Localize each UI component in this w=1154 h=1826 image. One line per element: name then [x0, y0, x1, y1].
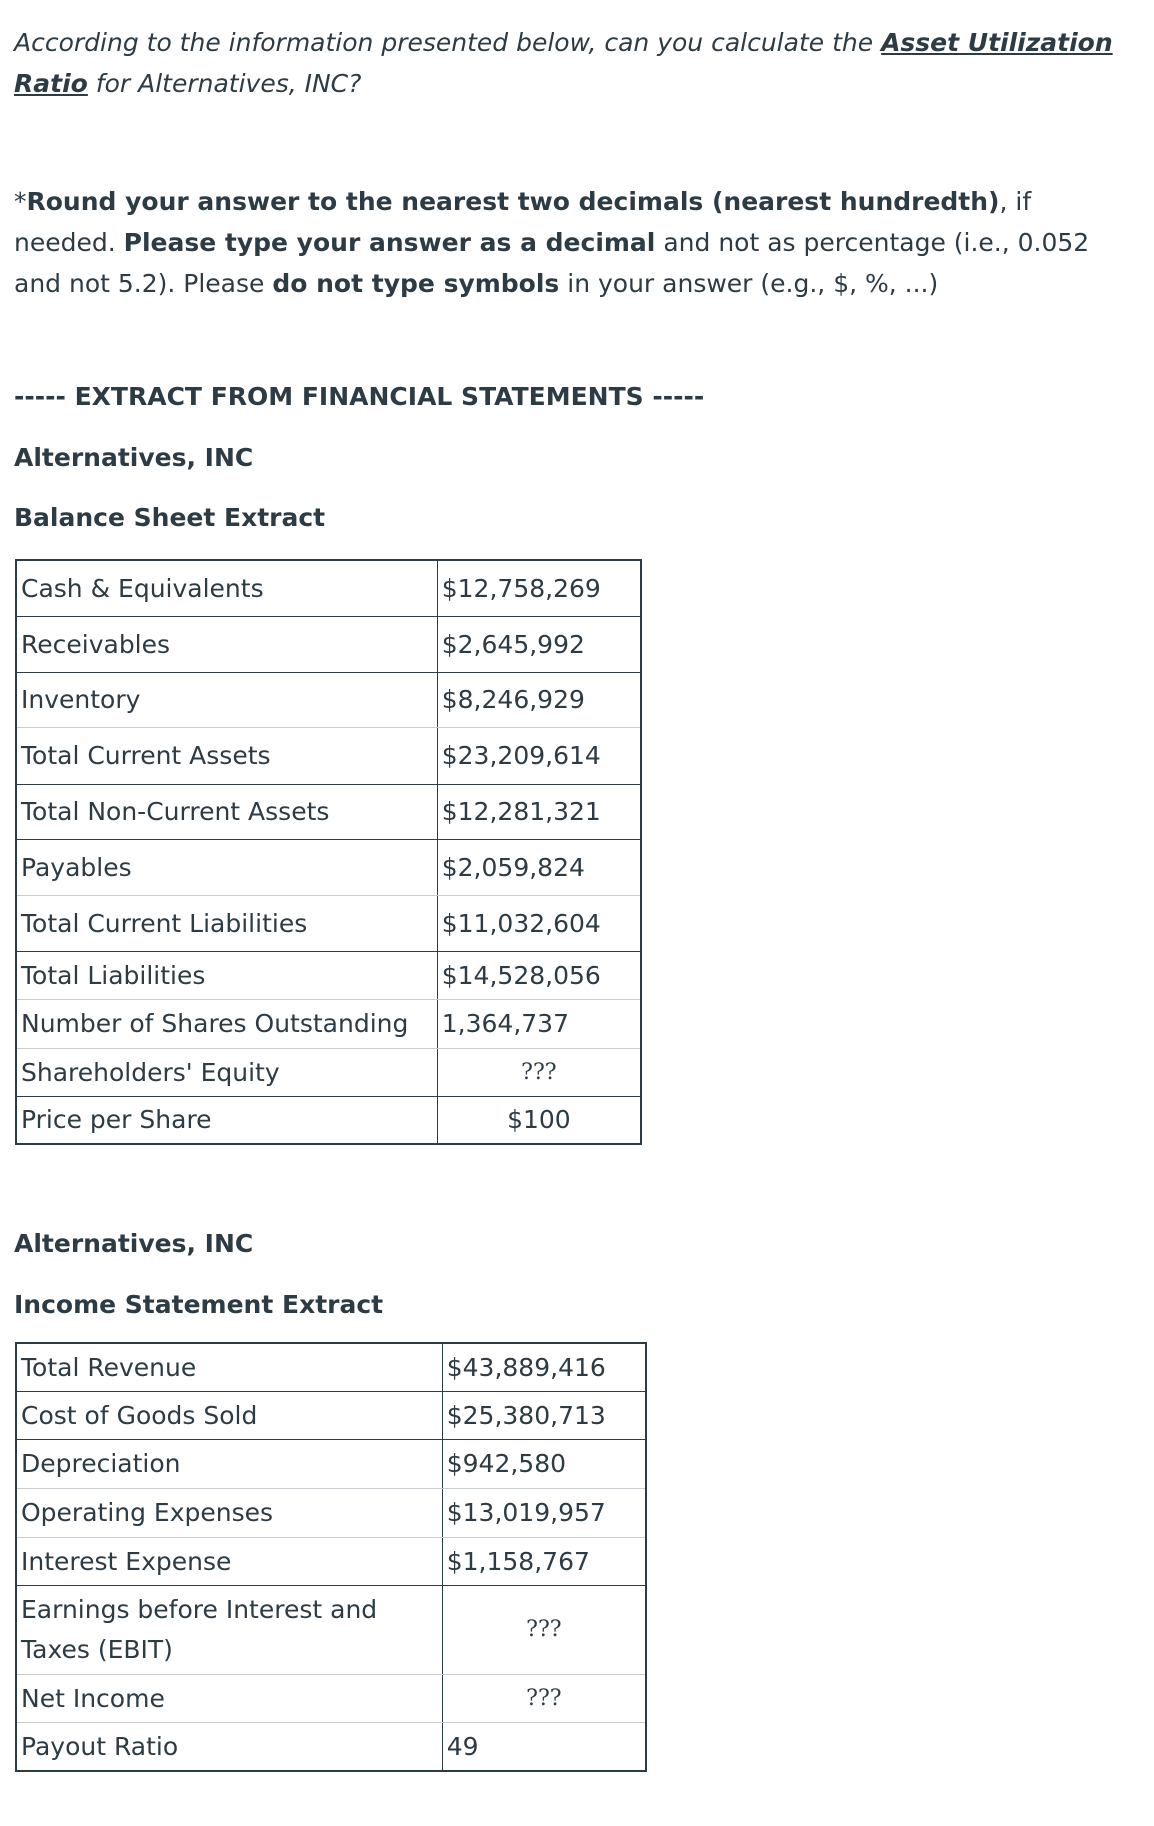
- table-row: [16, 727, 641, 784]
- row-value: $23,209,614: [437, 727, 641, 784]
- income-company-name: Alternatives, INC: [14, 1229, 254, 1258]
- row-label: Cost of Goods Sold: [16, 1391, 442, 1439]
- row-value: ???: [442, 1585, 646, 1674]
- table-row: [16, 1391, 646, 1439]
- balance-company-name: Alternatives, INC: [14, 443, 254, 472]
- table-row: [16, 999, 641, 1048]
- row-value: $1,158,767: [442, 1537, 646, 1585]
- row-label: Interest Expense: [16, 1537, 442, 1585]
- row-label: Number of Shares Outstanding: [16, 999, 437, 1048]
- row-value: $12,758,269: [437, 560, 641, 616]
- row-label: Payout Ratio: [16, 1722, 442, 1771]
- table-row: [16, 1722, 646, 1771]
- row-label: Total Liabilities: [16, 951, 437, 999]
- table-row: [16, 839, 641, 895]
- row-value: 49: [442, 1722, 646, 1771]
- table-row: [16, 784, 641, 839]
- row-value: ???: [442, 1674, 646, 1722]
- row-label: Earnings before Interest and Taxes (EBIT): [16, 1585, 442, 1674]
- row-label: Depreciation: [16, 1439, 442, 1488]
- row-value: $13,019,957: [442, 1488, 646, 1537]
- row-value: ???: [437, 1048, 641, 1096]
- row-label: Cash & Equivalents: [16, 560, 437, 616]
- row-value: $14,528,056: [437, 951, 641, 999]
- row-value: $100: [437, 1096, 641, 1144]
- row-label: Operating Expenses: [16, 1488, 442, 1537]
- table-row: [16, 951, 641, 999]
- table-row: [16, 672, 641, 727]
- table-row: [16, 895, 641, 951]
- table-row: [16, 1537, 646, 1585]
- row-value: $43,889,416: [442, 1343, 646, 1391]
- instr-text: , if needed.: [14, 187, 1032, 257]
- question-suffix: for Alternatives, INC?: [87, 69, 362, 98]
- instr-text: and not as percentage (i.e., 0.052 and not 5.2). Please: [14, 228, 1090, 298]
- income-statement-table: [15, 1342, 647, 1772]
- row-label: Payables: [16, 839, 437, 895]
- table-row: [16, 1096, 641, 1144]
- row-value: $25,380,713: [442, 1391, 646, 1439]
- answer-instructions: [14, 181, 1124, 304]
- row-label: Total Current Assets: [16, 727, 437, 784]
- balance-sheet-title: Balance Sheet Extract: [14, 503, 326, 532]
- row-label: Inventory: [16, 672, 437, 727]
- extract-heading: ----- EXTRACT FROM FINANCIAL STATEMENTS -----: [14, 382, 705, 411]
- row-label: Total Current Liabilities: [16, 895, 437, 951]
- row-value: $8,246,929: [437, 672, 641, 727]
- table-row: [16, 1585, 646, 1674]
- instr-text: in your answer (e.g., $, %, ...): [559, 269, 939, 298]
- question-prefix: According to the information presented below, can you calculate the: [14, 28, 882, 57]
- instr-bold: do not type symbols: [272, 269, 560, 298]
- row-label: Total Non-Current Assets: [16, 784, 437, 839]
- instr-bold: Round your answer to the nearest two decimals (nearest hundredth): [26, 187, 1000, 216]
- row-label: Receivables: [16, 616, 437, 672]
- table-row: [16, 1439, 646, 1488]
- table-row: [16, 1674, 646, 1722]
- row-value: $2,059,824: [437, 839, 641, 895]
- question-text: [14, 22, 1124, 104]
- asset-utilization-ratio-link[interactable]: Asset Utilization Ratio: [14, 28, 1113, 98]
- instr-bold: Please type your answer as a decimal: [123, 228, 656, 257]
- table-row: [16, 1343, 646, 1391]
- table-row: [16, 1048, 641, 1096]
- row-value: $12,281,321: [437, 784, 641, 839]
- row-label: Total Revenue: [16, 1343, 442, 1391]
- table-row: [16, 560, 641, 616]
- row-label: Shareholders' Equity: [16, 1048, 437, 1096]
- income-statement-title: Income Statement Extract: [14, 1290, 384, 1319]
- row-label: Net Income: [16, 1674, 442, 1722]
- balance-sheet-table: [15, 559, 642, 1145]
- table-row: [16, 1488, 646, 1537]
- instr-text: *: [14, 187, 27, 216]
- row-label: Price per Share: [16, 1096, 437, 1144]
- row-value: 1,364,737: [437, 999, 641, 1048]
- table-row: [16, 616, 641, 672]
- row-value: $11,032,604: [437, 895, 641, 951]
- row-value: $2,645,992: [437, 616, 641, 672]
- row-value: $942,580: [442, 1439, 646, 1488]
